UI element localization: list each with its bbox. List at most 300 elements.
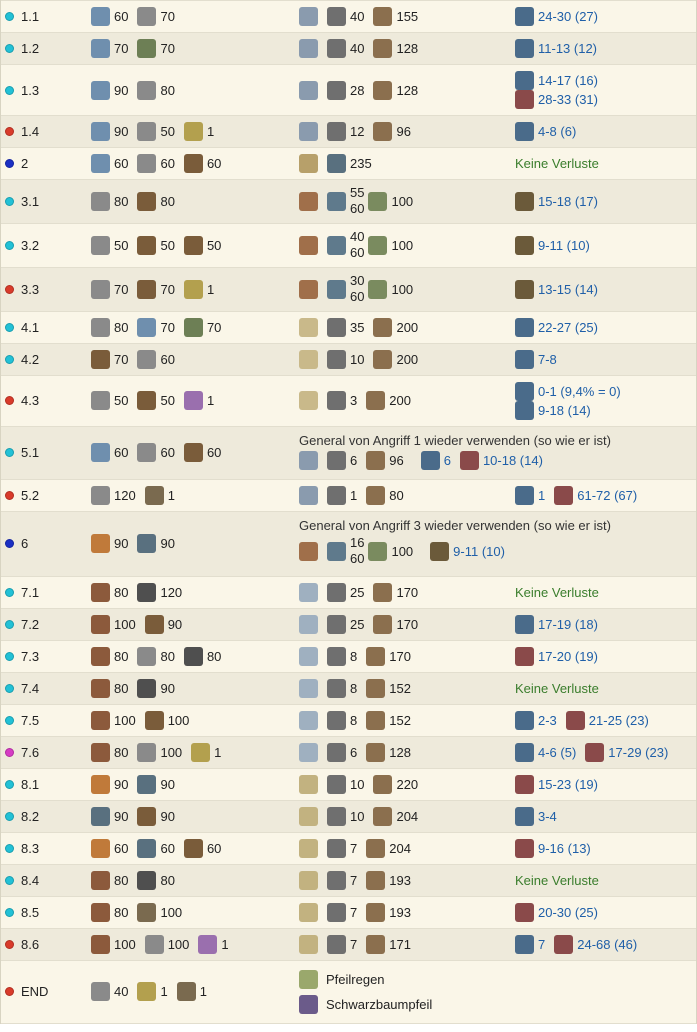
troop-group: [137, 236, 174, 255]
table-row-end[interactable]: [1, 960, 696, 1023]
table-row[interactable]: [1, 148, 696, 180]
troop-group: [137, 534, 174, 553]
attack-id-cell: [1, 511, 87, 576]
attack-id-label: 7.6: [21, 744, 40, 760]
table-row[interactable]: [1, 511, 696, 576]
noble-unit-icon: [184, 280, 203, 299]
mounted-archer-unit-icon: [137, 839, 156, 858]
loss-text: Keine Verluste: [515, 680, 599, 696]
troop-group: [327, 318, 364, 337]
loss-entry: [566, 711, 649, 730]
troops-cell: [87, 479, 295, 511]
cavalry-unit-icon: [327, 154, 346, 173]
troop-count: 60: [206, 156, 222, 171]
loss-unit-icon: [515, 486, 534, 505]
general-cell: [295, 736, 511, 768]
attack-id-cell: [1, 608, 87, 640]
troop-count: 1: [206, 124, 215, 139]
troop-group: [91, 318, 128, 337]
troop-group: [299, 236, 318, 255]
troop-count: 100: [160, 744, 183, 760]
losses-cell: [511, 864, 696, 896]
troop-count: 50: [160, 124, 175, 139]
general-stack: [327, 230, 413, 261]
status-dot: [5, 12, 14, 21]
table-row[interactable]: [1, 736, 696, 768]
loss-text: 13-15 (14): [538, 281, 598, 297]
troop-count: 155: [396, 9, 419, 24]
sword-unit-icon: [91, 280, 110, 299]
sword-unit-icon: [145, 935, 164, 954]
losses-cell: [511, 672, 696, 704]
losses-cell: [511, 576, 696, 608]
troop-group: [137, 903, 182, 922]
table-row[interactable]: [1, 896, 696, 928]
attack-id-label: 8.1: [21, 776, 40, 792]
defender-unit-icon-3: [327, 542, 346, 561]
troop-group: [198, 935, 228, 954]
table-row[interactable]: [1, 311, 696, 343]
loss-entry: [515, 192, 598, 211]
troop-count: 193: [389, 904, 411, 920]
loss-unit-icon: [515, 39, 534, 58]
status-dot: [5, 780, 14, 789]
status-dot: [5, 159, 14, 168]
troops-cell: [87, 148, 295, 180]
sword-unit-icon: [137, 443, 156, 462]
table-row[interactable]: [1, 768, 696, 800]
troop-group: [299, 122, 318, 141]
spear-unit-icon: [91, 39, 110, 58]
ram-unit-icon: [145, 486, 164, 505]
attack-id-cell: [1, 768, 87, 800]
defender-unit-icon-4: [368, 236, 387, 255]
table-row[interactable]: [1, 928, 696, 960]
troop-group: [366, 743, 411, 762]
losses-cell: [511, 375, 696, 426]
loss-entry: [515, 122, 576, 141]
troop-count: 1: [199, 984, 207, 999]
troop-group: [137, 192, 174, 211]
general-cell: [295, 375, 511, 426]
troop-group: [91, 7, 128, 26]
loss-entry: [515, 711, 557, 730]
troop-count: 152: [389, 712, 411, 728]
status-dot: [5, 241, 14, 250]
troop-group: [91, 192, 128, 211]
troop-group: [137, 122, 174, 141]
end-items-cell: [295, 960, 696, 1023]
loss-text: 7-8: [538, 351, 557, 367]
status-dot: [5, 588, 14, 597]
troop-group: [327, 391, 357, 410]
general-head-icon-5: [299, 743, 318, 762]
troop-count: 70: [160, 41, 175, 56]
troop-count: 100: [167, 936, 190, 952]
defender-unit-icon: [327, 807, 346, 826]
losses-cell: [511, 832, 696, 864]
troop-count: 80: [114, 680, 129, 696]
troop-group: [299, 81, 318, 100]
defender-unit-icon: [327, 350, 346, 369]
defender-unit-icon-2: [373, 318, 392, 337]
troop-group: [145, 711, 190, 730]
attack-id-cell: [1, 426, 87, 479]
noble-unit-icon: [137, 982, 156, 1001]
troop-count: 6: [350, 452, 358, 468]
status-dot: [5, 844, 14, 853]
general-cell: [295, 267, 511, 311]
troop-group: [91, 534, 128, 553]
general-cell: [295, 928, 511, 960]
troops-cell: [87, 800, 295, 832]
table-row[interactable]: [1, 267, 696, 311]
loss-unit-icon: [515, 743, 534, 762]
heavy-cavalry-unit-icon: [91, 871, 110, 890]
loss-unit-icon-3: [515, 192, 534, 211]
troop-count: 96: [389, 452, 404, 468]
axe-unit-icon: [145, 711, 164, 730]
troop-group: [373, 807, 418, 826]
troops-cell: [87, 768, 295, 800]
troop-group: [184, 236, 221, 255]
loss-text: 24-30 (27): [538, 9, 598, 24]
table-row[interactable]: [1, 116, 696, 148]
troop-group: [91, 839, 128, 858]
troop-count: 100: [160, 904, 183, 920]
table-row[interactable]: [1, 426, 696, 479]
loss-entry: [515, 90, 598, 109]
troops-cell: [87, 65, 295, 116]
heavy-cavalry-unit-icon: [91, 679, 110, 698]
loss-entry: [515, 39, 597, 58]
attack-id-label: 7.2: [21, 616, 40, 632]
troop-group: [137, 871, 174, 890]
general-head-icon-5: [299, 583, 318, 602]
general-head-icon: [299, 451, 318, 470]
troop-count: 80: [114, 584, 129, 600]
general-cell: [295, 864, 511, 896]
troop-group: [366, 647, 411, 666]
troop-count: 80: [160, 872, 175, 888]
general-count-right: 100: [391, 193, 414, 209]
troop-count: 100: [167, 712, 190, 728]
attack-id-cell: [1, 960, 87, 1023]
troops-cell: [87, 576, 295, 608]
loss-unit-icon: [515, 318, 534, 337]
troop-count: 60: [114, 840, 129, 856]
sword-unit-icon: [137, 743, 156, 762]
general-cell: [295, 800, 511, 832]
troop-group: [299, 451, 318, 470]
loss-text: 10-18 (14): [482, 452, 543, 468]
defender-unit-icon: [327, 647, 346, 666]
troop-count: 1: [350, 487, 358, 503]
troop-group: [327, 871, 357, 890]
troops-cell: [87, 33, 295, 65]
troop-group: [327, 39, 364, 58]
troop-count: 152: [389, 680, 411, 696]
general-head-icon-2: [299, 154, 318, 173]
troop-group: [299, 542, 318, 561]
troop-group: [91, 280, 128, 299]
heavy-cavalry-unit-icon: [91, 615, 110, 634]
loss-entry: [515, 71, 598, 90]
general-head-icon-5: [299, 679, 318, 698]
attack-id-cell: [1, 33, 87, 65]
troop-group: [366, 391, 411, 410]
troop-group: [137, 583, 182, 602]
table-row[interactable]: [1, 375, 696, 426]
table-row[interactable]: [1, 864, 696, 896]
general-count-bottom: 60: [350, 288, 365, 304]
troop-count: 200: [396, 351, 419, 367]
troop-count: 60: [160, 840, 175, 856]
troop-count: 90: [167, 616, 183, 632]
table-row[interactable]: [1, 223, 696, 267]
attack-id-label: 7.3: [21, 648, 40, 664]
loss-entry: [585, 743, 668, 762]
troop-group: [137, 982, 167, 1001]
troop-group: [299, 935, 318, 954]
troop-count: 200: [396, 319, 419, 335]
troop-group: [373, 583, 418, 602]
loss-entry: [515, 647, 598, 666]
spear-unit-icon: [91, 443, 110, 462]
troop-group: [91, 775, 128, 794]
troop-count: 3: [350, 393, 358, 409]
table-row[interactable]: [1, 576, 696, 608]
loss-text: Keine Verluste: [515, 156, 599, 171]
attack-id-label: 1.4: [21, 124, 40, 139]
defender-unit-icon: [327, 871, 346, 890]
troop-count: 35: [350, 319, 365, 335]
troop-count: 70: [114, 281, 129, 297]
table-row[interactable]: [1, 608, 696, 640]
light-cavalry-unit-icon: [91, 534, 110, 553]
table-row[interactable]: [1, 479, 696, 511]
troop-count: 70: [160, 9, 175, 24]
general-cell: [295, 148, 511, 180]
general-stack-column: [327, 236, 346, 255]
troop-group: [299, 839, 318, 858]
spear-unit-icon: [91, 154, 110, 173]
attack-id-label: 2: [21, 156, 29, 171]
attack-id-label: 3.2: [21, 237, 40, 253]
loss-unit-icon-3: [515, 280, 534, 299]
spear-unit-icon: [91, 81, 110, 100]
losses-cell: [511, 223, 696, 267]
troop-count: 90: [160, 680, 175, 696]
defender-unit-icon: [327, 903, 346, 922]
troop-group: [184, 647, 221, 666]
troop-count: 80: [114, 648, 129, 664]
troops-cell: [87, 896, 295, 928]
troop-count: 120: [160, 584, 183, 600]
reuse-general-note: General von Angriff 1 wieder verwenden (so wie er ist): [299, 432, 611, 448]
attack-id-cell: [1, 896, 87, 928]
spear-unit-icon: [91, 122, 110, 141]
troop-group: [327, 7, 364, 26]
losses-cell: [511, 736, 696, 768]
troop-group: [177, 982, 207, 1001]
general-sub-line: [299, 448, 692, 473]
troop-count: 90: [114, 124, 129, 139]
troop-group: [327, 807, 364, 826]
table-row[interactable]: [1, 180, 696, 224]
troop-group: [184, 280, 214, 299]
attack-id-label: 7.1: [21, 584, 40, 600]
troop-group: [137, 280, 174, 299]
troop-group: [137, 7, 174, 26]
sword-unit-icon: [91, 486, 110, 505]
loss-unit-icon: [515, 122, 534, 141]
loss-entry: [515, 350, 557, 369]
troop-group: [366, 903, 411, 922]
defender-unit-icon-2: [366, 903, 385, 922]
troop-group: [366, 935, 411, 954]
loss-unit-icon: [515, 935, 534, 954]
troop-count: 90: [114, 536, 129, 552]
loss-text: 7: [538, 936, 546, 952]
axe-unit-icon: [137, 192, 156, 211]
attack-id-cell: [1, 576, 87, 608]
loss-unit-icon: [515, 382, 534, 401]
sword-unit-icon: [137, 81, 156, 100]
troop-count: 90: [160, 808, 175, 824]
troop-group: [137, 647, 174, 666]
general-count-top: 55: [350, 185, 365, 200]
troop-count: 80: [114, 319, 129, 335]
general-stack: [327, 186, 413, 217]
troops-cell: [87, 511, 295, 576]
troop-group: [299, 318, 318, 337]
troop-count: 193: [389, 872, 411, 888]
sword-unit-icon: [137, 7, 156, 26]
loss-text: 9-11 (10): [453, 543, 505, 559]
troop-count: 235: [350, 156, 372, 171]
troop-count: 60: [114, 156, 129, 171]
table-row[interactable]: [1, 33, 696, 65]
general-cell: [295, 311, 511, 343]
losses-cell: [511, 267, 696, 311]
defender-unit-icon-4: [368, 280, 387, 299]
attack-id-label: 5.2: [21, 487, 40, 503]
troop-count: 60: [206, 445, 222, 461]
table-row[interactable]: [1, 800, 696, 832]
loss-unit-icon: [515, 711, 534, 730]
loss-unit-icon-2: [554, 935, 573, 954]
troop-group: [327, 935, 357, 954]
general-head-icon-5: [299, 711, 318, 730]
defender-unit-icon-2: [373, 39, 392, 58]
losses-cell: [511, 343, 696, 375]
loss-unit-icon: [515, 401, 534, 420]
troop-group: [366, 839, 411, 858]
losses-cell: [511, 1, 696, 33]
status-dot: [5, 987, 14, 996]
table-row[interactable]: [1, 343, 696, 375]
troops-cell: [87, 832, 295, 864]
losses-cell: [511, 116, 696, 148]
troop-group: [145, 615, 182, 634]
defender-unit-icon: [327, 775, 346, 794]
loss-text: 0-1 (9,4% = 0): [538, 383, 621, 399]
troop-count: 60: [114, 9, 129, 24]
status-dot: [5, 539, 14, 548]
table-row[interactable]: [1, 1, 696, 33]
loss-text: 2-3: [538, 712, 557, 728]
status-dot: [5, 620, 14, 629]
attack-id-label: 4.3: [21, 393, 40, 409]
losses-cell: [511, 33, 696, 65]
troop-count: 120: [114, 487, 136, 503]
attack-id-cell: [1, 148, 87, 180]
general-stack: [327, 536, 413, 567]
status-dot: [5, 285, 14, 294]
troop-group: [145, 935, 190, 954]
loss-text: 61-72 (67): [577, 487, 638, 503]
troop-group: [327, 743, 357, 762]
status-dot: [5, 86, 14, 95]
general-count-top: 30: [350, 272, 365, 288]
table-row[interactable]: [1, 640, 696, 672]
troop-count: 128: [396, 82, 419, 98]
paladin-unit-icon: [184, 391, 203, 410]
troop-group: [91, 871, 128, 890]
defender-unit-icon-2: [373, 7, 392, 26]
general-stack: [327, 274, 413, 305]
troop-group: [137, 775, 174, 794]
attack-id-cell: [1, 928, 87, 960]
troop-group: [299, 903, 318, 922]
loss-entry: [421, 451, 451, 470]
table-row[interactable]: [1, 832, 696, 864]
troop-count: 90: [114, 808, 129, 824]
troop-group: [299, 679, 318, 698]
reuse-general-note: General von Angriff 3 wieder verwenden (so wie er ist): [299, 517, 611, 533]
troop-count: 8: [350, 680, 358, 696]
losses-cell: [511, 800, 696, 832]
status-dot: [5, 491, 14, 500]
loss-text: 15-23 (19): [538, 776, 598, 792]
troops-cell: [87, 1, 295, 33]
table-row[interactable]: [1, 65, 696, 116]
losses-group: [421, 451, 552, 470]
troop-group: [137, 39, 174, 58]
troop-count: 10: [350, 351, 365, 367]
attack-id-label: 8.6: [21, 936, 40, 952]
troop-count: 90: [160, 536, 175, 552]
troops-cell: [87, 343, 295, 375]
troop-group: [137, 807, 174, 826]
troop-group: [91, 679, 128, 698]
status-dot: [5, 127, 14, 136]
attack-id-label: 1.1: [21, 9, 40, 24]
general-head-icon-3: [299, 192, 318, 211]
table-row[interactable]: [1, 672, 696, 704]
attack-id-label: 7.4: [21, 680, 40, 696]
loss-unit-icon: [515, 807, 534, 826]
troop-group: [327, 451, 357, 470]
general-stack-column: [327, 542, 346, 561]
troop-group: [91, 443, 128, 462]
troop-group: [299, 743, 318, 762]
general-cell: [295, 479, 511, 511]
troop-count: 50: [206, 237, 222, 253]
table-row[interactable]: [1, 704, 696, 736]
troop-count: 70: [206, 319, 222, 335]
